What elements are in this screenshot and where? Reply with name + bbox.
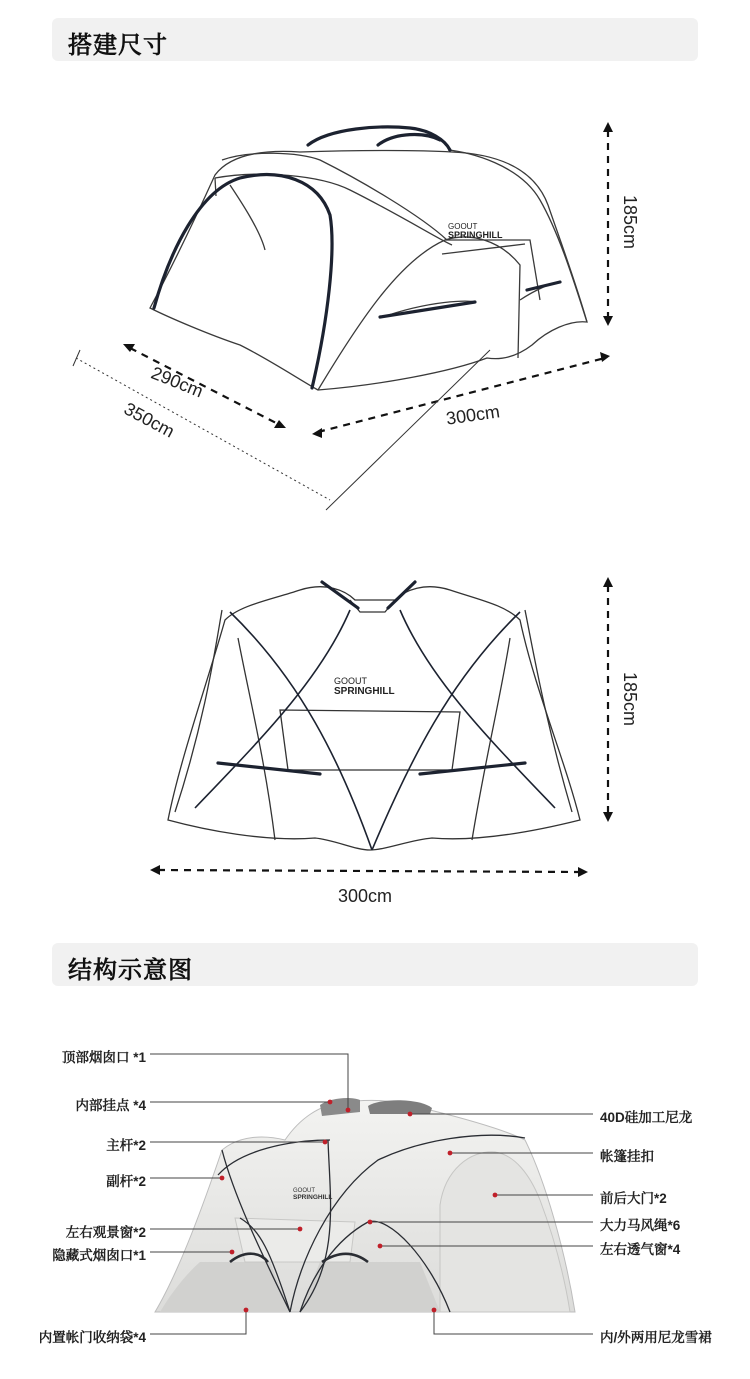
callout-door-storage-bag: 内置帐门收纳袋*4 — [38, 1330, 146, 1345]
brand-line1: GOOUT — [334, 676, 367, 686]
callout-tent-buckle: 帐篷挂扣 — [600, 1149, 654, 1164]
front-width-label: 300cm — [338, 886, 393, 906]
callout-view-window: 左右观景窗*2 — [65, 1225, 146, 1240]
callout-hidden-chimney: 隐藏式烟囱口*1 — [52, 1248, 146, 1263]
callout-front-back-door: 前后大门*2 — [600, 1191, 667, 1206]
brand-line1: GOOUT — [293, 1188, 315, 1194]
section-title: 搭建尺寸 — [68, 32, 168, 59]
side-width-label: 300cm — [444, 401, 502, 429]
callout-snow-skirt: 内/外两用尼龙雪裙 — [600, 1330, 712, 1345]
callout-fabric: 40D硅加工尼龙 — [600, 1110, 693, 1125]
brand-line2: SPRINGHILL — [293, 1194, 333, 1201]
brand-line1: GOOUT — [448, 222, 478, 231]
front-height-label: 185cm — [620, 672, 640, 727]
callout-main-pole: 主杆*2 — [106, 1138, 146, 1153]
callout-sub-pole: 副杆*2 — [106, 1174, 146, 1189]
section-title: 结构示意图 — [68, 957, 193, 984]
callout-vent-window: 左右透气窗*4 — [600, 1242, 681, 1257]
side-height-label: 185cm — [620, 195, 640, 250]
side-depth-inner-label: 290cm — [148, 362, 206, 402]
side-depth-outer-label: 350cm — [120, 398, 178, 442]
tent-body — [155, 1098, 575, 1312]
brand-line2: SPRINGHILL — [448, 230, 503, 240]
callout-inner-hang-points: 内部挂点 *4 — [75, 1098, 146, 1113]
callout-guy-rope: 大力马风绳*6 — [600, 1218, 681, 1233]
callout-top-chimney: 顶部烟囱口 *1 — [61, 1050, 146, 1065]
brand-line2: SPRINGHILL — [334, 686, 395, 697]
